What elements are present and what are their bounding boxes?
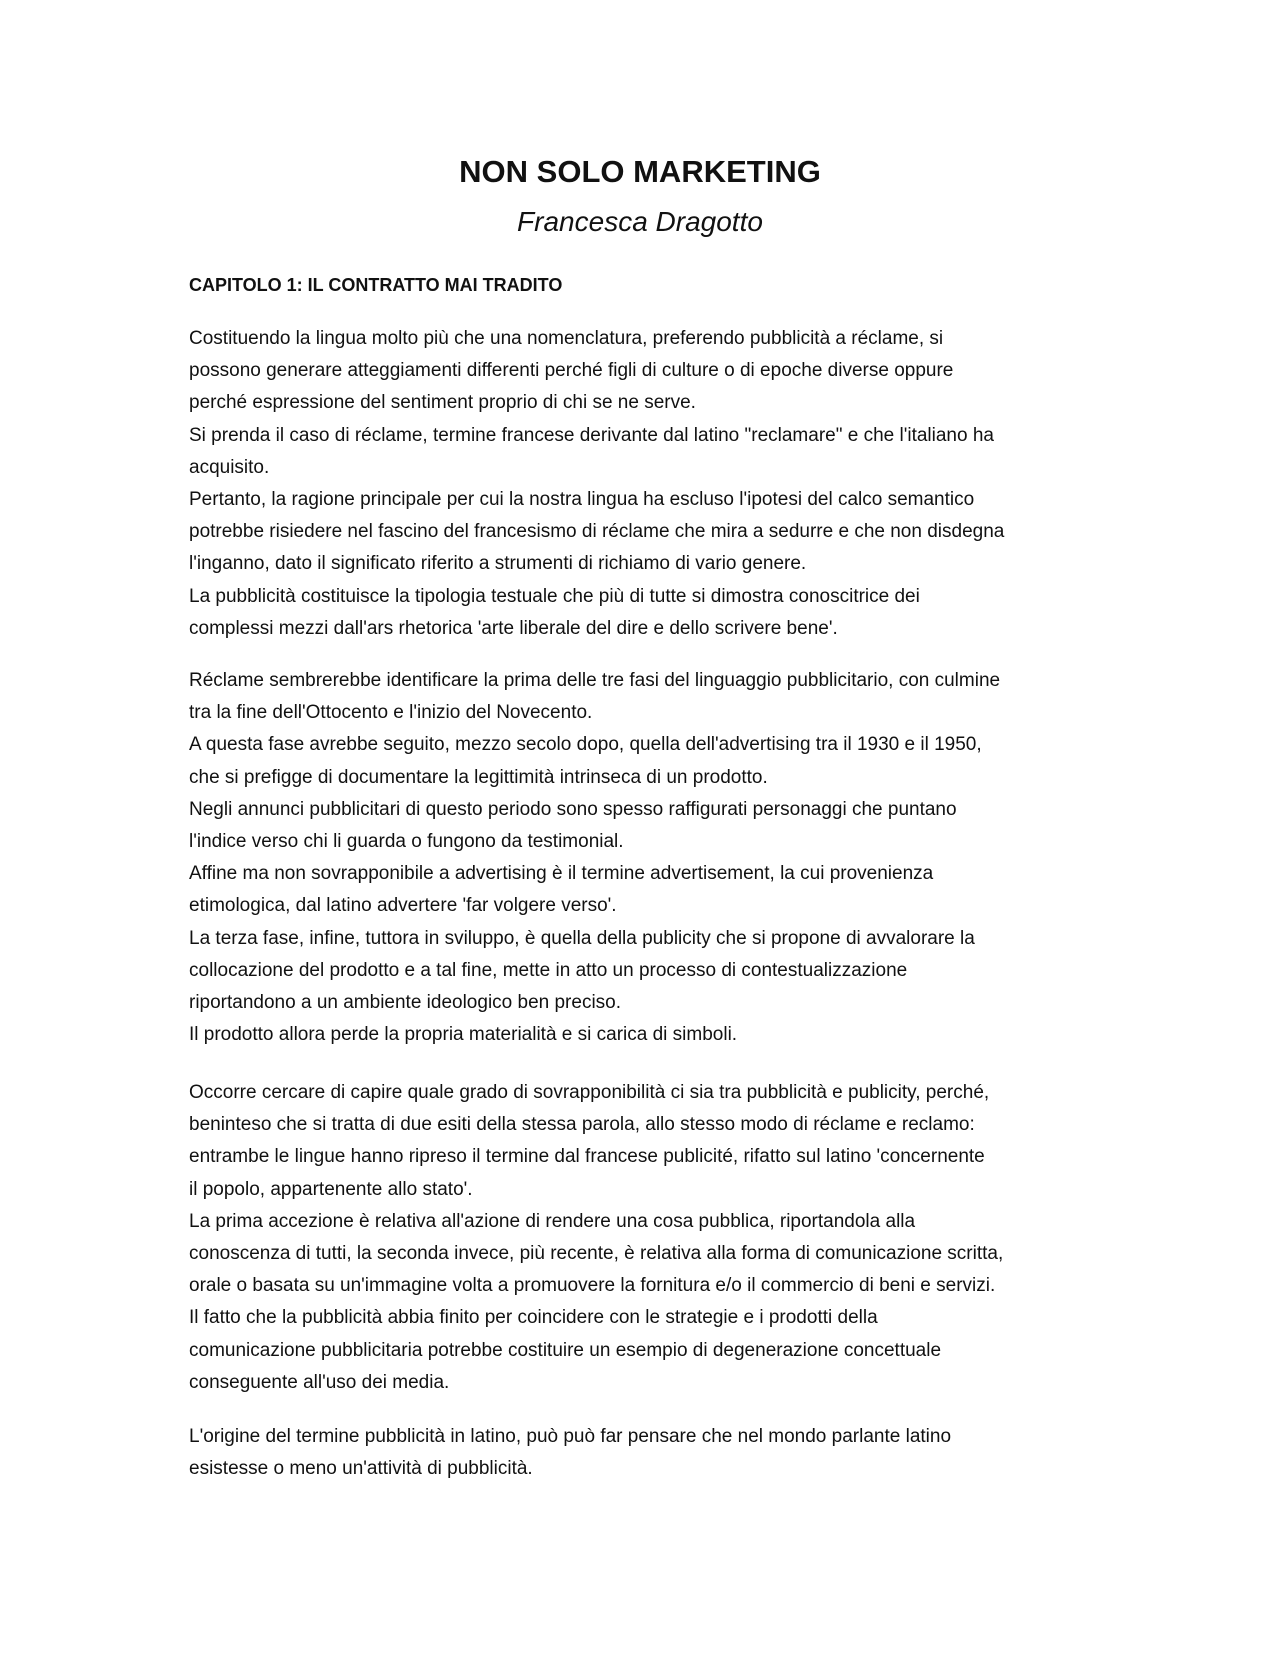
- paragraph-4: [189, 1421, 1109, 1485]
- text-line: entrambe le lingue hanno ripreso il termine dal francese publicité, rifatto sul latino 'concernente: [189, 1146, 985, 1168]
- text-line: perché espressione del sentiment proprio di chi se ne serve.: [189, 392, 696, 414]
- paragraph-1: [189, 323, 1109, 645]
- text-line: La pubblicità costituisce la tipologia testuale che più di tutte si dimostra conoscitrice dei: [189, 585, 920, 607]
- text-line: che si prefigge di documentare la legittimità intrinseca di un prodotto.: [189, 766, 768, 788]
- text-line: Il prodotto allora perde la propria materialità e si carica di simboli.: [189, 1024, 738, 1046]
- text-line: conseguente all'uso dei media.: [189, 1371, 450, 1393]
- document-title: NON SOLO MARKETING: [459, 154, 821, 189]
- text-line: l'indice verso chi li guarda o fungono da testimonial.: [189, 830, 624, 852]
- text-line: conoscenza di tutti, la seconda invece, più recente, è relativa alla forma di comunicazione scritta,: [189, 1242, 1004, 1264]
- text-line: beninteso che si tratta di due esiti della stessa parola, allo stesso modo di réclame e reclamo:: [189, 1114, 975, 1136]
- text-line: Affine ma non sovrapponibile a advertising è il termine advertisement, la cui provenienza: [189, 863, 934, 885]
- text-line: Occorre cercare di capire quale grado di sovrapponibilità ci sia tra pubblicità e publicity, perché,: [189, 1082, 990, 1103]
- text-line: collocazione del prodotto e a tal fine, mette in atto un processo di contestualizzazione: [189, 959, 908, 981]
- text-line: Negli annunci pubblicitari di questo periodo sono spesso raffigurati personaggi che puntano: [189, 798, 957, 820]
- text-line: esistesse o meno un'attività di pubblicità.: [189, 1458, 533, 1480]
- text-line: l'inganno, dato il significato riferito a strumenti di richiamo di vario genere.: [189, 553, 807, 575]
- text-line: riportandono a un ambiente ideologico ben preciso.: [189, 991, 622, 1013]
- text-line: tra la fine dell'Ottocento e l'inizio del Novecento.: [189, 702, 593, 724]
- text-line: L'origine del termine pubblicità in latino, può può far pensare che nel mondo parlante latino: [189, 1426, 952, 1447]
- text-line: La prima accezione è relativa all'azione di rendere una cosa pubblica, riportandola alla: [189, 1210, 916, 1232]
- text-line: La terza fase, infine, tuttora in sviluppo, è quella della publicity che si propone di avvalorare la: [189, 927, 975, 949]
- text-line: Pertanto, la ragione principale per cui la nostra lingua ha escluso l'ipotesi del calco semantico: [189, 488, 975, 510]
- text-line: acquisito.: [189, 456, 270, 478]
- paragraph-3: [189, 1077, 1109, 1399]
- chapter-heading: CAPITOLO 1: IL CONTRATTO MAI TRADITO: [189, 275, 563, 295]
- text-line: potrebbe risiedere nel fascino del francesismo di réclame che mira a sedurre e che non disdegna: [189, 521, 1005, 543]
- text-line: Si prenda il caso di réclame, termine francese derivante dal latino "reclamare" e che l'italiano ha: [189, 424, 994, 446]
- paragraph-2: [189, 665, 1109, 1051]
- text-line: possono generare atteggiamenti differenti perché figli di culture o di epoche diverse oppure: [189, 360, 954, 382]
- text-line: Réclame sembrerebbe identificare la prima delle tre fasi del linguaggio pubblicitario, con culmine: [189, 670, 1001, 691]
- text-line: A questa fase avrebbe seguito, mezzo secolo dopo, quella dell'advertising tra il 1930 e il 1950,: [189, 734, 982, 756]
- text-line: il popolo, appartenente allo stato'.: [189, 1178, 473, 1200]
- text-line: etimologica, dal latino advertere 'far volgere verso'.: [189, 895, 617, 917]
- text-line: comunicazione pubblicitaria potrebbe costituire un esempio di degenerazione concettuale: [189, 1339, 942, 1361]
- text-line: orale o basata su un'immagine volta a promuovere la fornitura e/o il commercio di beni e servizi.: [189, 1275, 996, 1297]
- document-author: Francesca Dragotto: [517, 206, 763, 237]
- text-line: complessi mezzi dall'ars rhetorica 'arte liberale del dire e dello scrivere bene'.: [189, 617, 838, 639]
- text-line: Costituendo la lingua molto più che una nomenclatura, preferendo pubblicità a réclame, si: [189, 328, 944, 349]
- text-line: Il fatto che la pubblicità abbia finito per coincidere con le strategie e i prodotti della: [189, 1307, 878, 1329]
